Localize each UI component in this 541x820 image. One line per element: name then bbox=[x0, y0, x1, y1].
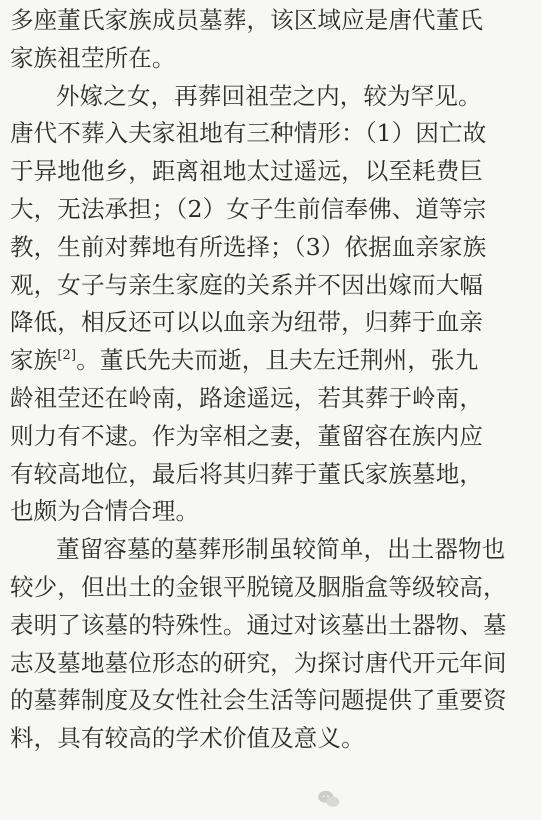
text-line: 有较高地位，最后将其归葬于董氏家族墓地， bbox=[10, 459, 483, 488]
paragraph-start-line: 董留容墓的墓葬形制虽较简单，出土器物也 bbox=[56, 535, 506, 564]
article-body bbox=[10, 2, 536, 758]
text-line: 降低，相反还可以以血亲为纽带，归葬于血亲 bbox=[10, 308, 483, 337]
text-line: 唐代不葬入夫家祖地有三种情形：（1）因亡故 bbox=[10, 119, 487, 148]
text-line: 教，生前对葬地有所选择；（3）依据血亲家族 bbox=[10, 232, 487, 261]
chat-bubble-icon bbox=[316, 786, 342, 812]
watermark bbox=[316, 782, 466, 816]
text-line: 于异地他乡，距离祖地太过遥远，以至耗费巨 bbox=[10, 157, 483, 186]
text-line: 则力有不逮。作为宰相之妻，董留容在族内应 bbox=[10, 421, 483, 450]
text-segment: 。董氏先夫而逝，且夫左迁荆州，张九 bbox=[76, 346, 479, 375]
citation-marker: [2] bbox=[57, 348, 77, 364]
text-line: 龄祖茔还在岭南，路途遥远，若其葬于岭南， bbox=[10, 383, 483, 412]
text-line-with-citation bbox=[10, 342, 536, 380]
text-line: 观，女子与亲生家庭的关系并不因出嫁而大幅 bbox=[10, 270, 483, 299]
text-segment: 家族 bbox=[10, 346, 58, 375]
paragraph-start-line: 外嫁之女，再葬回祖茔之内，较为罕见。 bbox=[56, 81, 482, 110]
text-line: 料，具有较高的学术价值及意义。 bbox=[10, 724, 365, 753]
text-line: 也颇为合情合理。 bbox=[10, 497, 200, 526]
text-line: 表明了该墓的特殊性。通过对该墓出土器物、墓 bbox=[10, 610, 507, 639]
text-line: 较少，但出土的金银平脱镜及胭脂盒等级较高， bbox=[10, 572, 507, 601]
text-line: 志及墓地墓位形态的研究，为探讨唐代开元年间 bbox=[10, 648, 507, 677]
text-line: 多座董氏家族成员墓葬，该区域应是唐代董氏 bbox=[10, 6, 483, 34]
text-line: 大，无法承担；（2）女子生前信奉佛、道等宗 bbox=[10, 194, 487, 223]
text-line: 的墓葬制度及女性社会生活等问题提供了重要资 bbox=[10, 686, 507, 715]
text-line: 家族祖茔所在。 bbox=[10, 43, 176, 72]
